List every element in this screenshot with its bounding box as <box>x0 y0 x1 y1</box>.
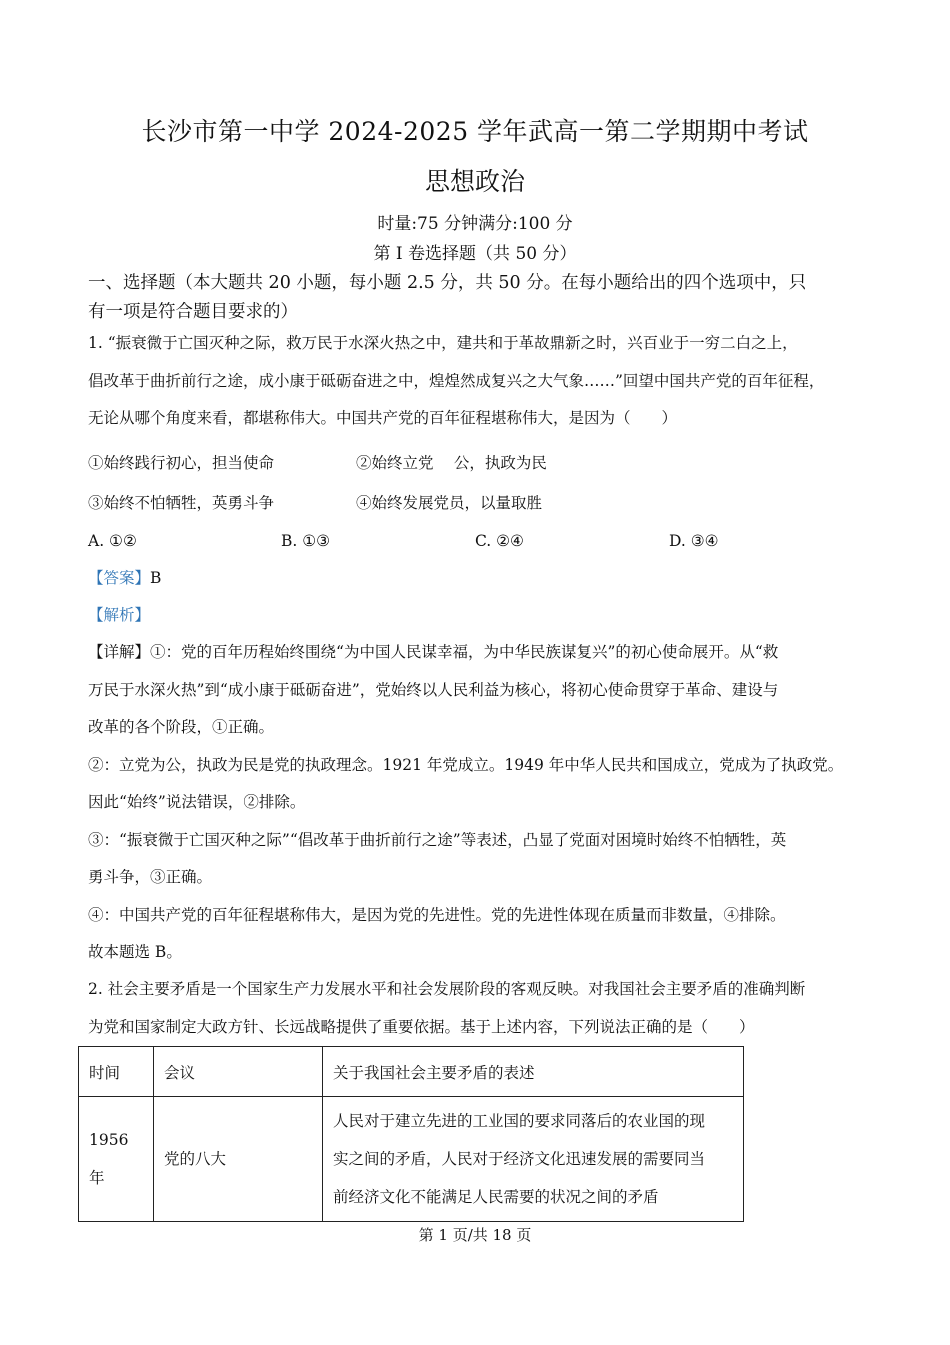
answer-line <box>88 560 161 598</box>
stem-line: 无论从哪个角度来看，都堪称伟大。中国共产党的百年征程堪称伟大，是因为（ ） <box>88 409 678 427</box>
analysis-tag: 【解析】 <box>88 606 151 624</box>
question-1-stem <box>88 325 824 438</box>
statement-2: ②始终立党 公，执政为民 <box>356 454 547 472</box>
question-1-detail <box>88 634 843 972</box>
detail-line: ④：中国共产党的百年征程堪称伟大，是因为党的先进性。党的先进性体现在质量而非数量，④排除。 <box>88 905 786 924</box>
stem-line: 2. 社会主要矛盾是一个国家生产力发展水平和社会发展阶段的客观反映。对我国社会主要矛盾的准确判断 <box>88 980 806 998</box>
statement-4: ④始终发展党员，以量取胜 <box>356 494 543 512</box>
page-footer: 第 1 页/共 18 页 <box>418 1226 532 1244</box>
table-header-cell: 会议 <box>154 1047 323 1097</box>
option-b: B. ①③ <box>281 532 331 550</box>
time-score-line: 时量:75 分钟满分:100 分 <box>377 214 573 234</box>
subject-title: 思想政治 <box>424 167 525 196</box>
table-header-cell: 时间 <box>79 1047 154 1097</box>
table-header-row <box>79 1047 744 1097</box>
option-d: D. ③④ <box>669 532 719 550</box>
detail-line: ③：“振衰微于亡国灭种之际”“倡改革于曲折前行之途”等表述，凸显了党面对困境时始终不怕牺牲，英 <box>88 830 787 849</box>
statement-1: ①始终践行初心，担当使命 <box>88 454 275 472</box>
statement-3: ③始终不怕牺牲，英勇斗争 <box>88 494 275 512</box>
stem-line: 为党和国家制定大政方针、长远战略提供了重要依据。基于上述内容，下列说法正确的是（ ） <box>88 1017 755 1036</box>
volume-heading: 第 I 卷选择题（共 50 分） <box>373 244 577 264</box>
table-header-cell: 关于我国社会主要矛盾的表述 <box>323 1047 744 1097</box>
stem-line: 倡改革于曲折前行之途，成小康于砥砺奋进之中，煌煌然成复兴之大气象……”回望中国共产党的百年征程， <box>88 371 825 390</box>
section-heading-line-2: 有一项是符合题目要求的） <box>88 302 298 322</box>
exam-title: 长沙市第一中学 2024-2025 学年武高一第二学期期中考试 <box>141 117 809 146</box>
option-a: A. ①② <box>88 532 137 550</box>
question-2-stem <box>88 971 805 1046</box>
detail-line: 万民于水深火热”到“成小康于砥砺奋进”，党始终以人民利益为核心，将初心使命贯穿于革命、建设与 <box>88 680 779 699</box>
table-cell-meeting: 党的八大 <box>154 1097 323 1222</box>
table-cell-time: 1956 年 <box>79 1097 154 1222</box>
detail-line: 改革的各个阶段，①正确。 <box>88 718 275 736</box>
answer-tag: 【答案】 <box>88 569 151 587</box>
detail-tag: 【详解】 <box>88 643 151 661</box>
detail-line: 故本题选 B。 <box>88 943 182 961</box>
section-heading-line-1: 一、选择题（本大题共 20 小题，每小题 2.5 分，共 50 分。在每小题给出的四个选项中，只 <box>88 273 807 293</box>
answer-value: B <box>150 569 162 587</box>
table-row <box>79 1097 744 1222</box>
table-cell-statement: 人民对于建立先进的工业国的要求同落后的农业国的现 实之间的矛盾，人民对于经济文化迅速发展的需要同当 前经济文化不能满足人民需要的状况之间的矛盾 <box>323 1097 744 1222</box>
stem-line: 1. “振衰微于亡国灭种之际，救万民于水深火热之中，建共和于革故鼎新之时，兴百业于一穷二白之上， <box>88 334 798 352</box>
detail-line: 勇斗争，③正确。 <box>88 868 213 886</box>
detail-line: 因此“始终”说法错误，②排除。 <box>88 793 306 811</box>
detail-line: 【详解】①：党的百年历程始终围绕“为中国人民谋幸福，为中华民族谋复兴”的初心使命展开。从“救 <box>88 643 779 661</box>
detail-line: ②：立党为公，执政为民是党的执政理念。1921 年党成立。1949 年中华人民共和国成立，党成为了执政党。 <box>88 755 844 774</box>
contradiction-table <box>78 1046 744 1222</box>
option-c: C. ②④ <box>475 532 524 550</box>
